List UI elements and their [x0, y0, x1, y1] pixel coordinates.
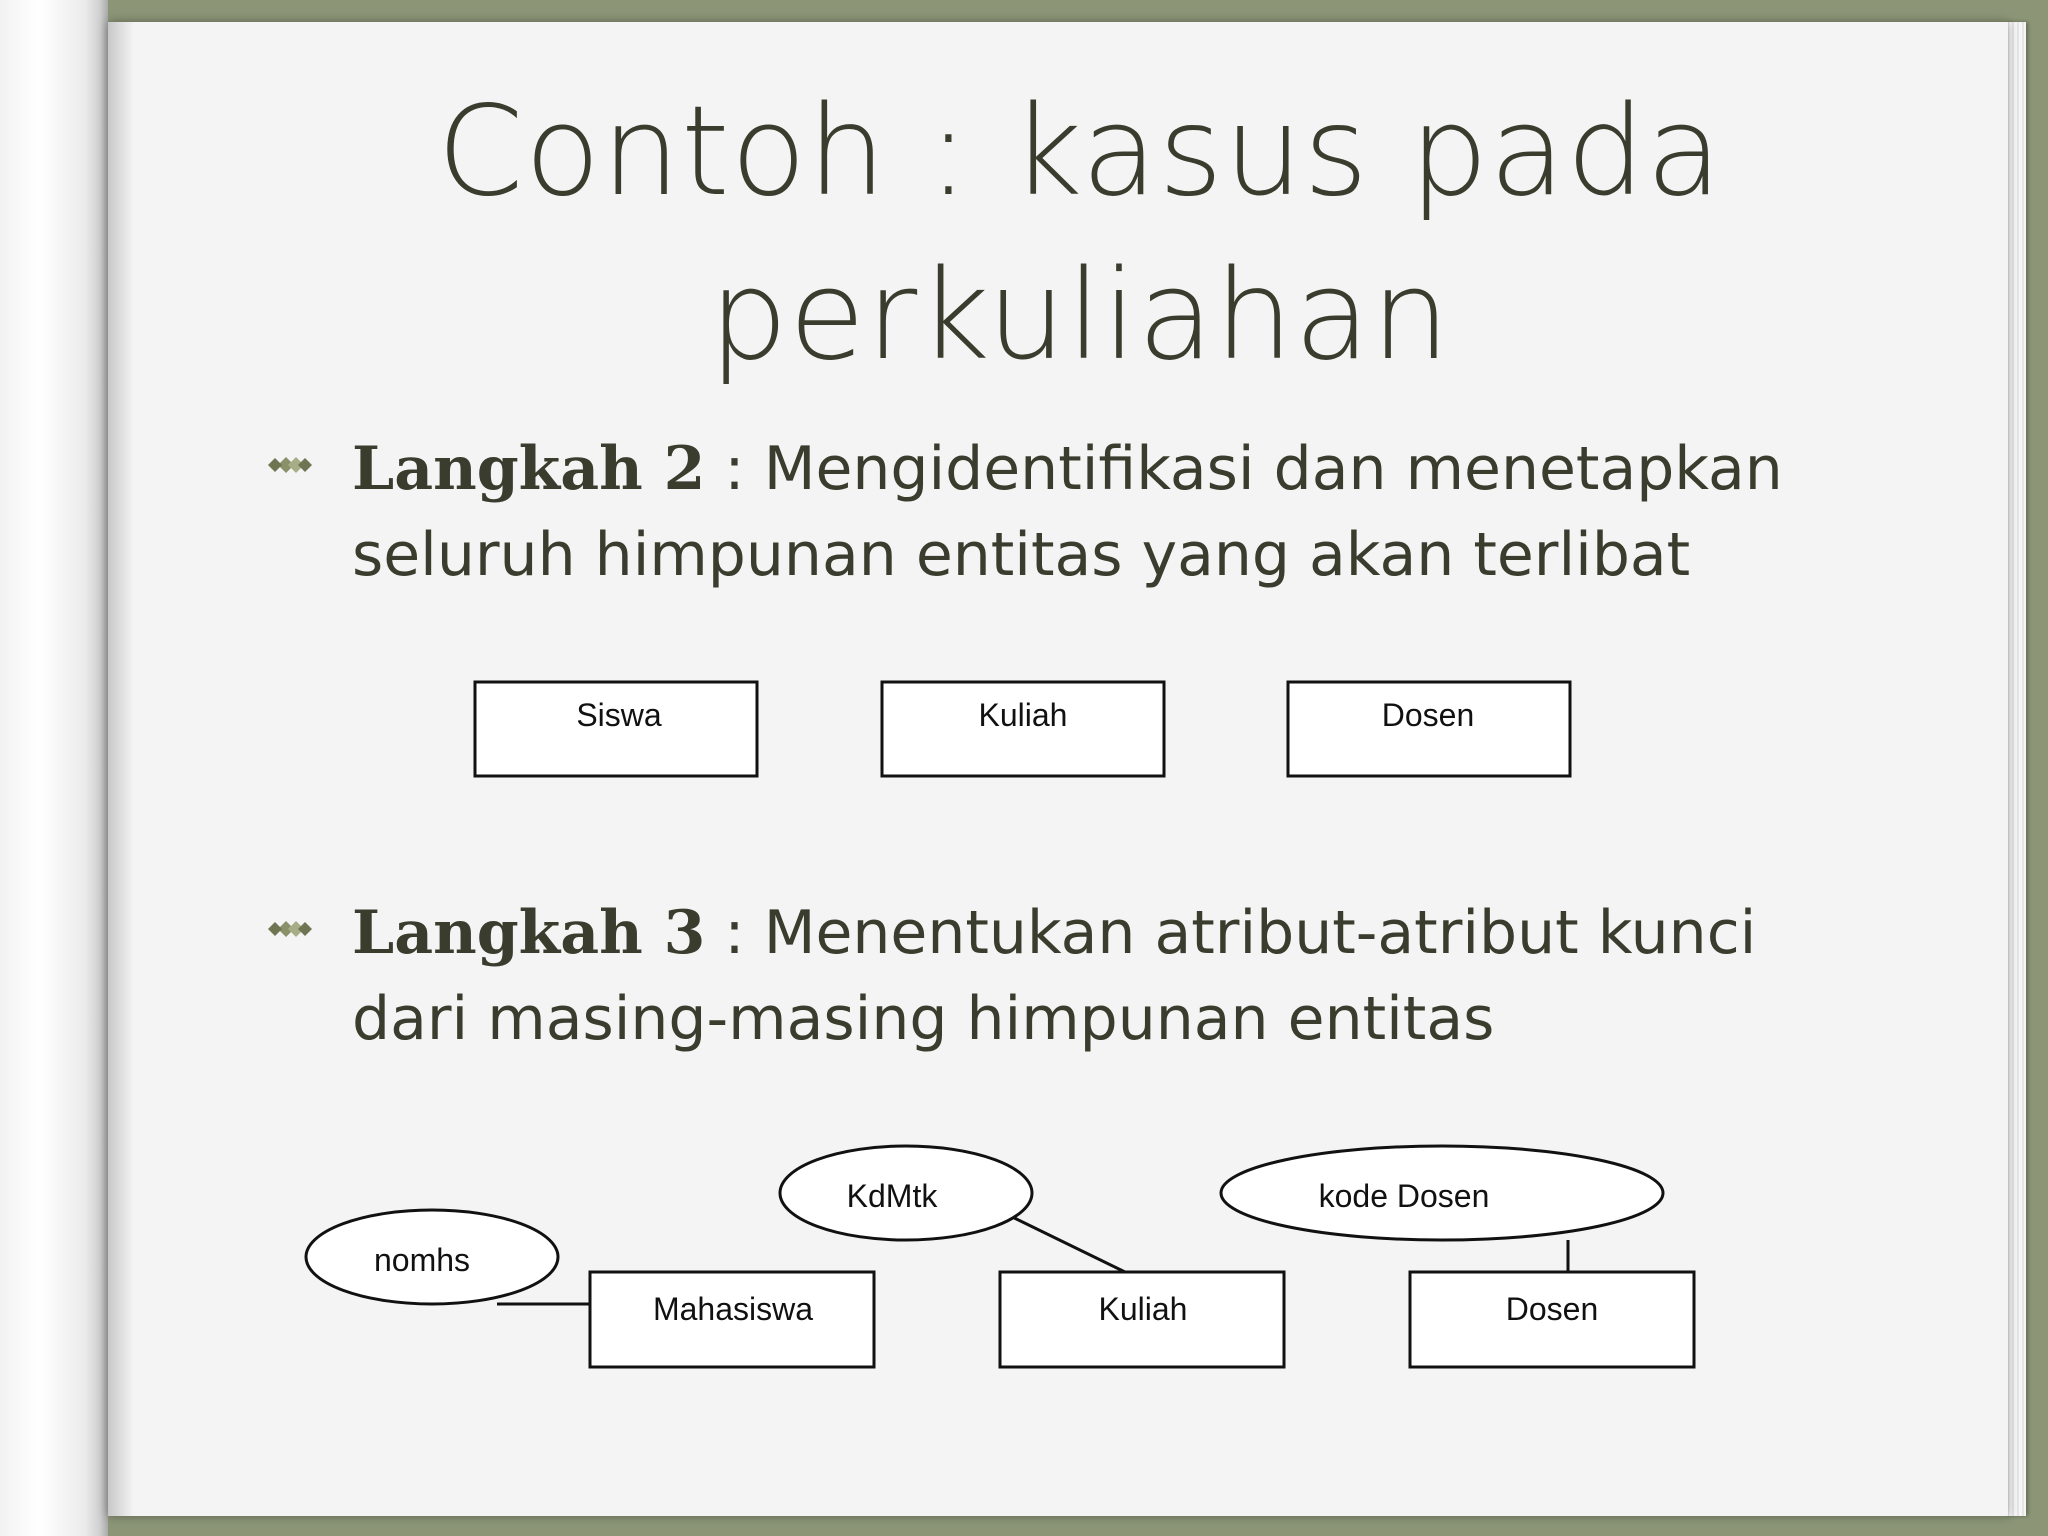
entity-kuliah-2 — [1000, 1272, 1284, 1367]
attribute-nomhs-label: nomhs — [373, 1242, 471, 1278]
entity-kuliah — [882, 682, 1164, 776]
entity-siswa-label: Siswa — [576, 697, 662, 733]
step-2-text: : Mengidentifikasi dan menetapkan seluruh himpunan entitas yang akan terlibat — [352, 434, 1783, 590]
entity-kuliah-label: Kuliah — [978, 697, 1068, 733]
attribute-kode-dosen — [1221, 1146, 1663, 1240]
title-line-2: perkuliahan — [709, 244, 1451, 388]
entity-dosen-label: Dosen — [1381, 697, 1475, 733]
attribute-kdmtk — [780, 1146, 1032, 1240]
entity-mahasiswa — [590, 1272, 874, 1367]
step-2-label: Langkah 2 — [352, 434, 706, 504]
entity-dosen-2-label: Dosen — [1505, 1291, 1599, 1327]
entity-dosen-2 — [1410, 1272, 1694, 1367]
title-line-1: Contoh : kasus pada — [437, 80, 1723, 224]
entity-kuliah-2-label: Kuliah — [1098, 1291, 1188, 1327]
step-3-label: Langkah 3 — [352, 898, 706, 968]
attribute-kode-dosen-label: kode Dosen — [1318, 1178, 1490, 1214]
entity-siswa — [475, 682, 757, 776]
attribute-nomhs — [306, 1210, 558, 1304]
entity-mahasiswa-label: Mahasiswa — [652, 1291, 814, 1327]
connector-kdmtk — [1002, 1212, 1125, 1272]
step-3-text: : Menentukan atribut-atribut kunci dari masing-masing himpunan entitas — [352, 898, 1757, 1054]
attribute-kdmtk-label: KdMtk — [846, 1178, 938, 1214]
entity-dosen — [1288, 682, 1570, 776]
